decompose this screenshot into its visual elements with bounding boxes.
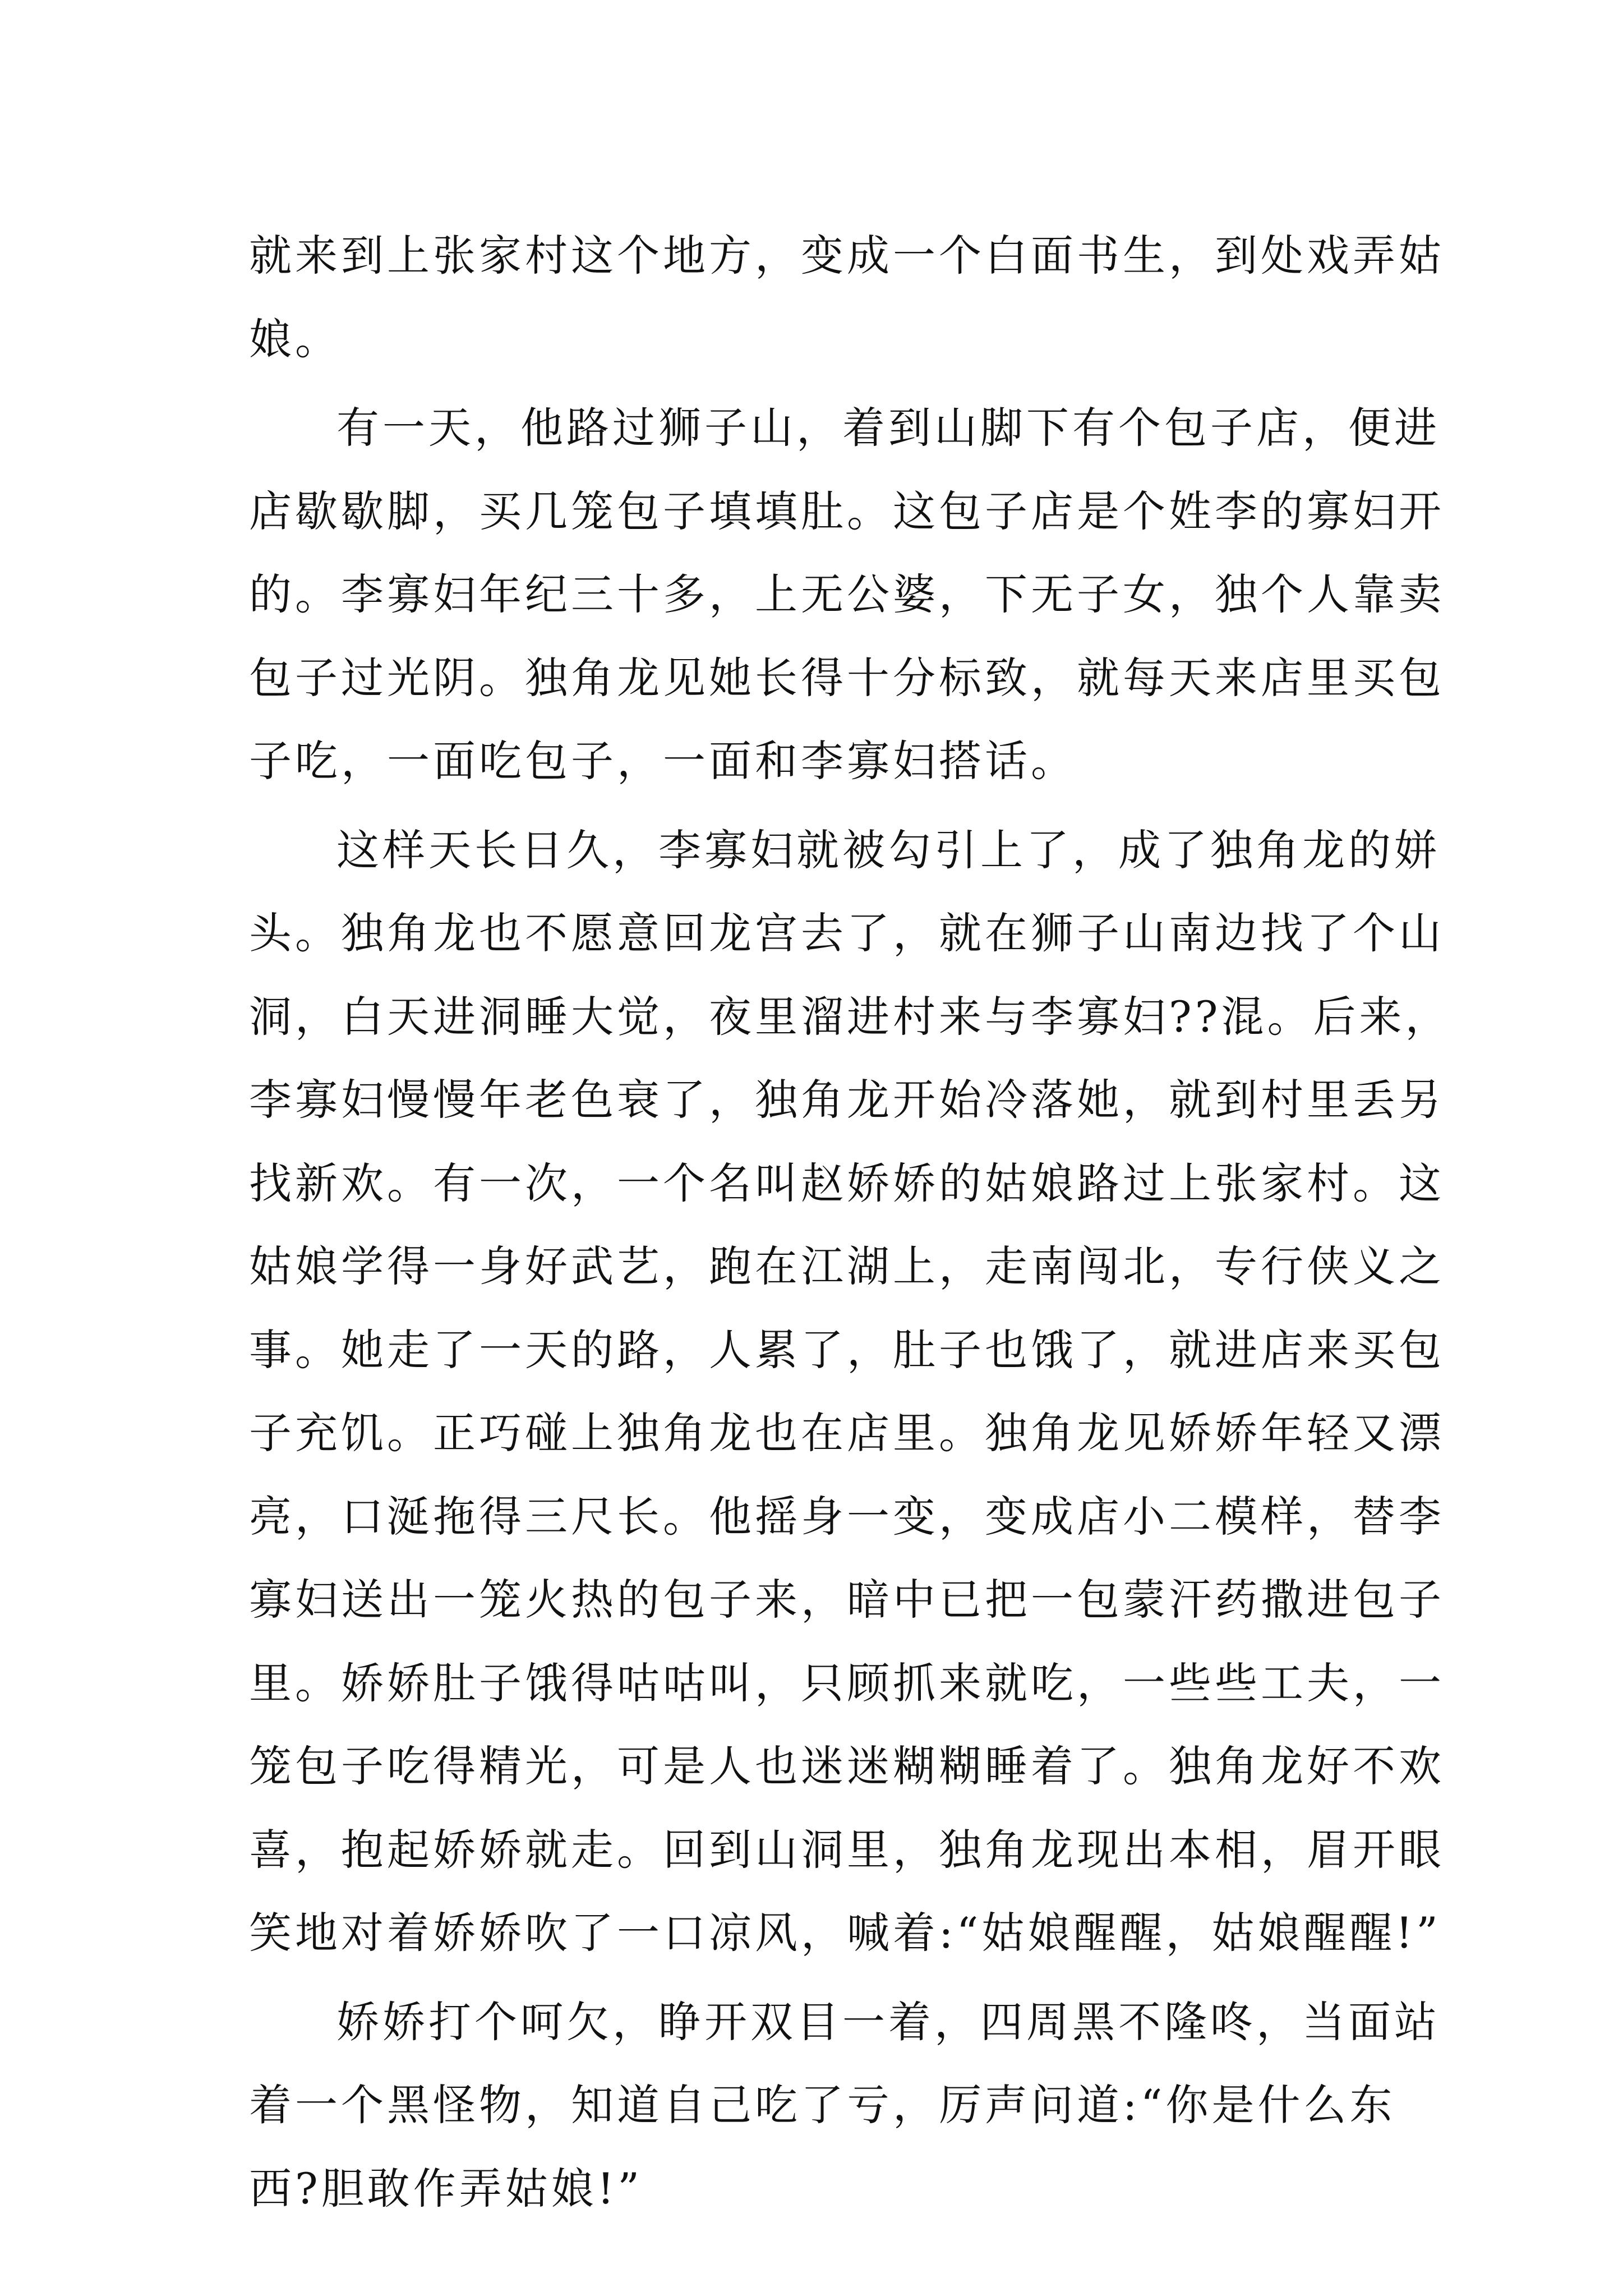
- text-line: 的。李寡妇年纪三十多，上无公婆，下无子女，独个人靠卖: [249, 569, 1445, 619]
- text-line: 里。娇娇肚子饿得咕咕叫，只顾抓来就吃，一些些工夫，一: [249, 1658, 1445, 1708]
- text-line: 笑地对着娇娇吹了一口凉风，喊着:“姑娘醒醒，姑娘醒醒!”: [249, 1908, 1441, 1958]
- text-line: 店歇歇脚，买几笼包子填填肚。这包子店是个姓李的寡妇开: [249, 486, 1445, 536]
- text-line: 寡妇送出一笼火热的包子来，暗中已把一包蒙汗药撒进包子: [249, 1575, 1445, 1625]
- text-line: 头。独角龙也不愿意回龙宫去了，就在狮子山南边找了个山: [249, 908, 1445, 958]
- text-line: 李寡妇慢慢年老色衰了，独角龙开始冷落她，就到村里丢另: [249, 1075, 1445, 1125]
- text-line: 包子过光阴。独角龙见她长得十分标致，就每天来店里买包: [249, 652, 1445, 703]
- text-line: 姑娘学得一身好武艺，跑在江湖上，走南闯北，专行侠义之: [249, 1241, 1445, 1291]
- text-line: 笼包子吃得精光，可是人也迷迷糊糊睡着了。独角龙好不欢: [249, 1741, 1445, 1791]
- text-line: 找新欢。有一次，一个名叫赵娇娇的姑娘路过上张家村。这: [249, 1158, 1445, 1208]
- text-line: 西?胆敢作弄姑娘!”: [249, 2163, 643, 2214]
- text-line: 着一个黑怪物，知道自己吃了亏，厉声问道:“你是什么东: [249, 2080, 1396, 2130]
- text-line: 喜，抱起娇娇就走。回到山洞里，独角龙现出本相，眉开眼: [249, 1824, 1445, 1875]
- text-line: 子吃，一面吃包子，一面和李寡妇搭话。: [249, 736, 1077, 786]
- text-line: 事。她走了一天的路，人累了，肚子也饿了，就进店来买包: [249, 1324, 1445, 1375]
- text-line: 洞，白天进洞睡大觉，夜里溜进村来与李寡妇??混。后来，: [249, 991, 1451, 1042]
- document-body: [249, 214, 1451, 2230]
- text-line: 这样天长日久，李寡妇就被勾引上了，成了独角龙的姘: [336, 825, 1440, 875]
- text-line: 子充饥。正巧碰上独角龙也在店里。独角龙见娇娇年轻又漂: [249, 1408, 1445, 1458]
- text-line: 有一天，他路过狮子山，着到山脚下有个包子店，便进: [336, 403, 1440, 453]
- text-line: 就来到上张家村这个地方，变成一个白面书生，到处戏弄姑: [249, 231, 1445, 280]
- text-line: 娘。: [249, 314, 341, 364]
- text-line: 娇娇打个呵欠，睁开双目一着，四周黑不隆咚，当面站: [336, 1996, 1440, 2047]
- text-line: 亮，口涎拖得三尺长。他摇身一变，变成店小二模样，替李: [249, 1491, 1445, 1542]
